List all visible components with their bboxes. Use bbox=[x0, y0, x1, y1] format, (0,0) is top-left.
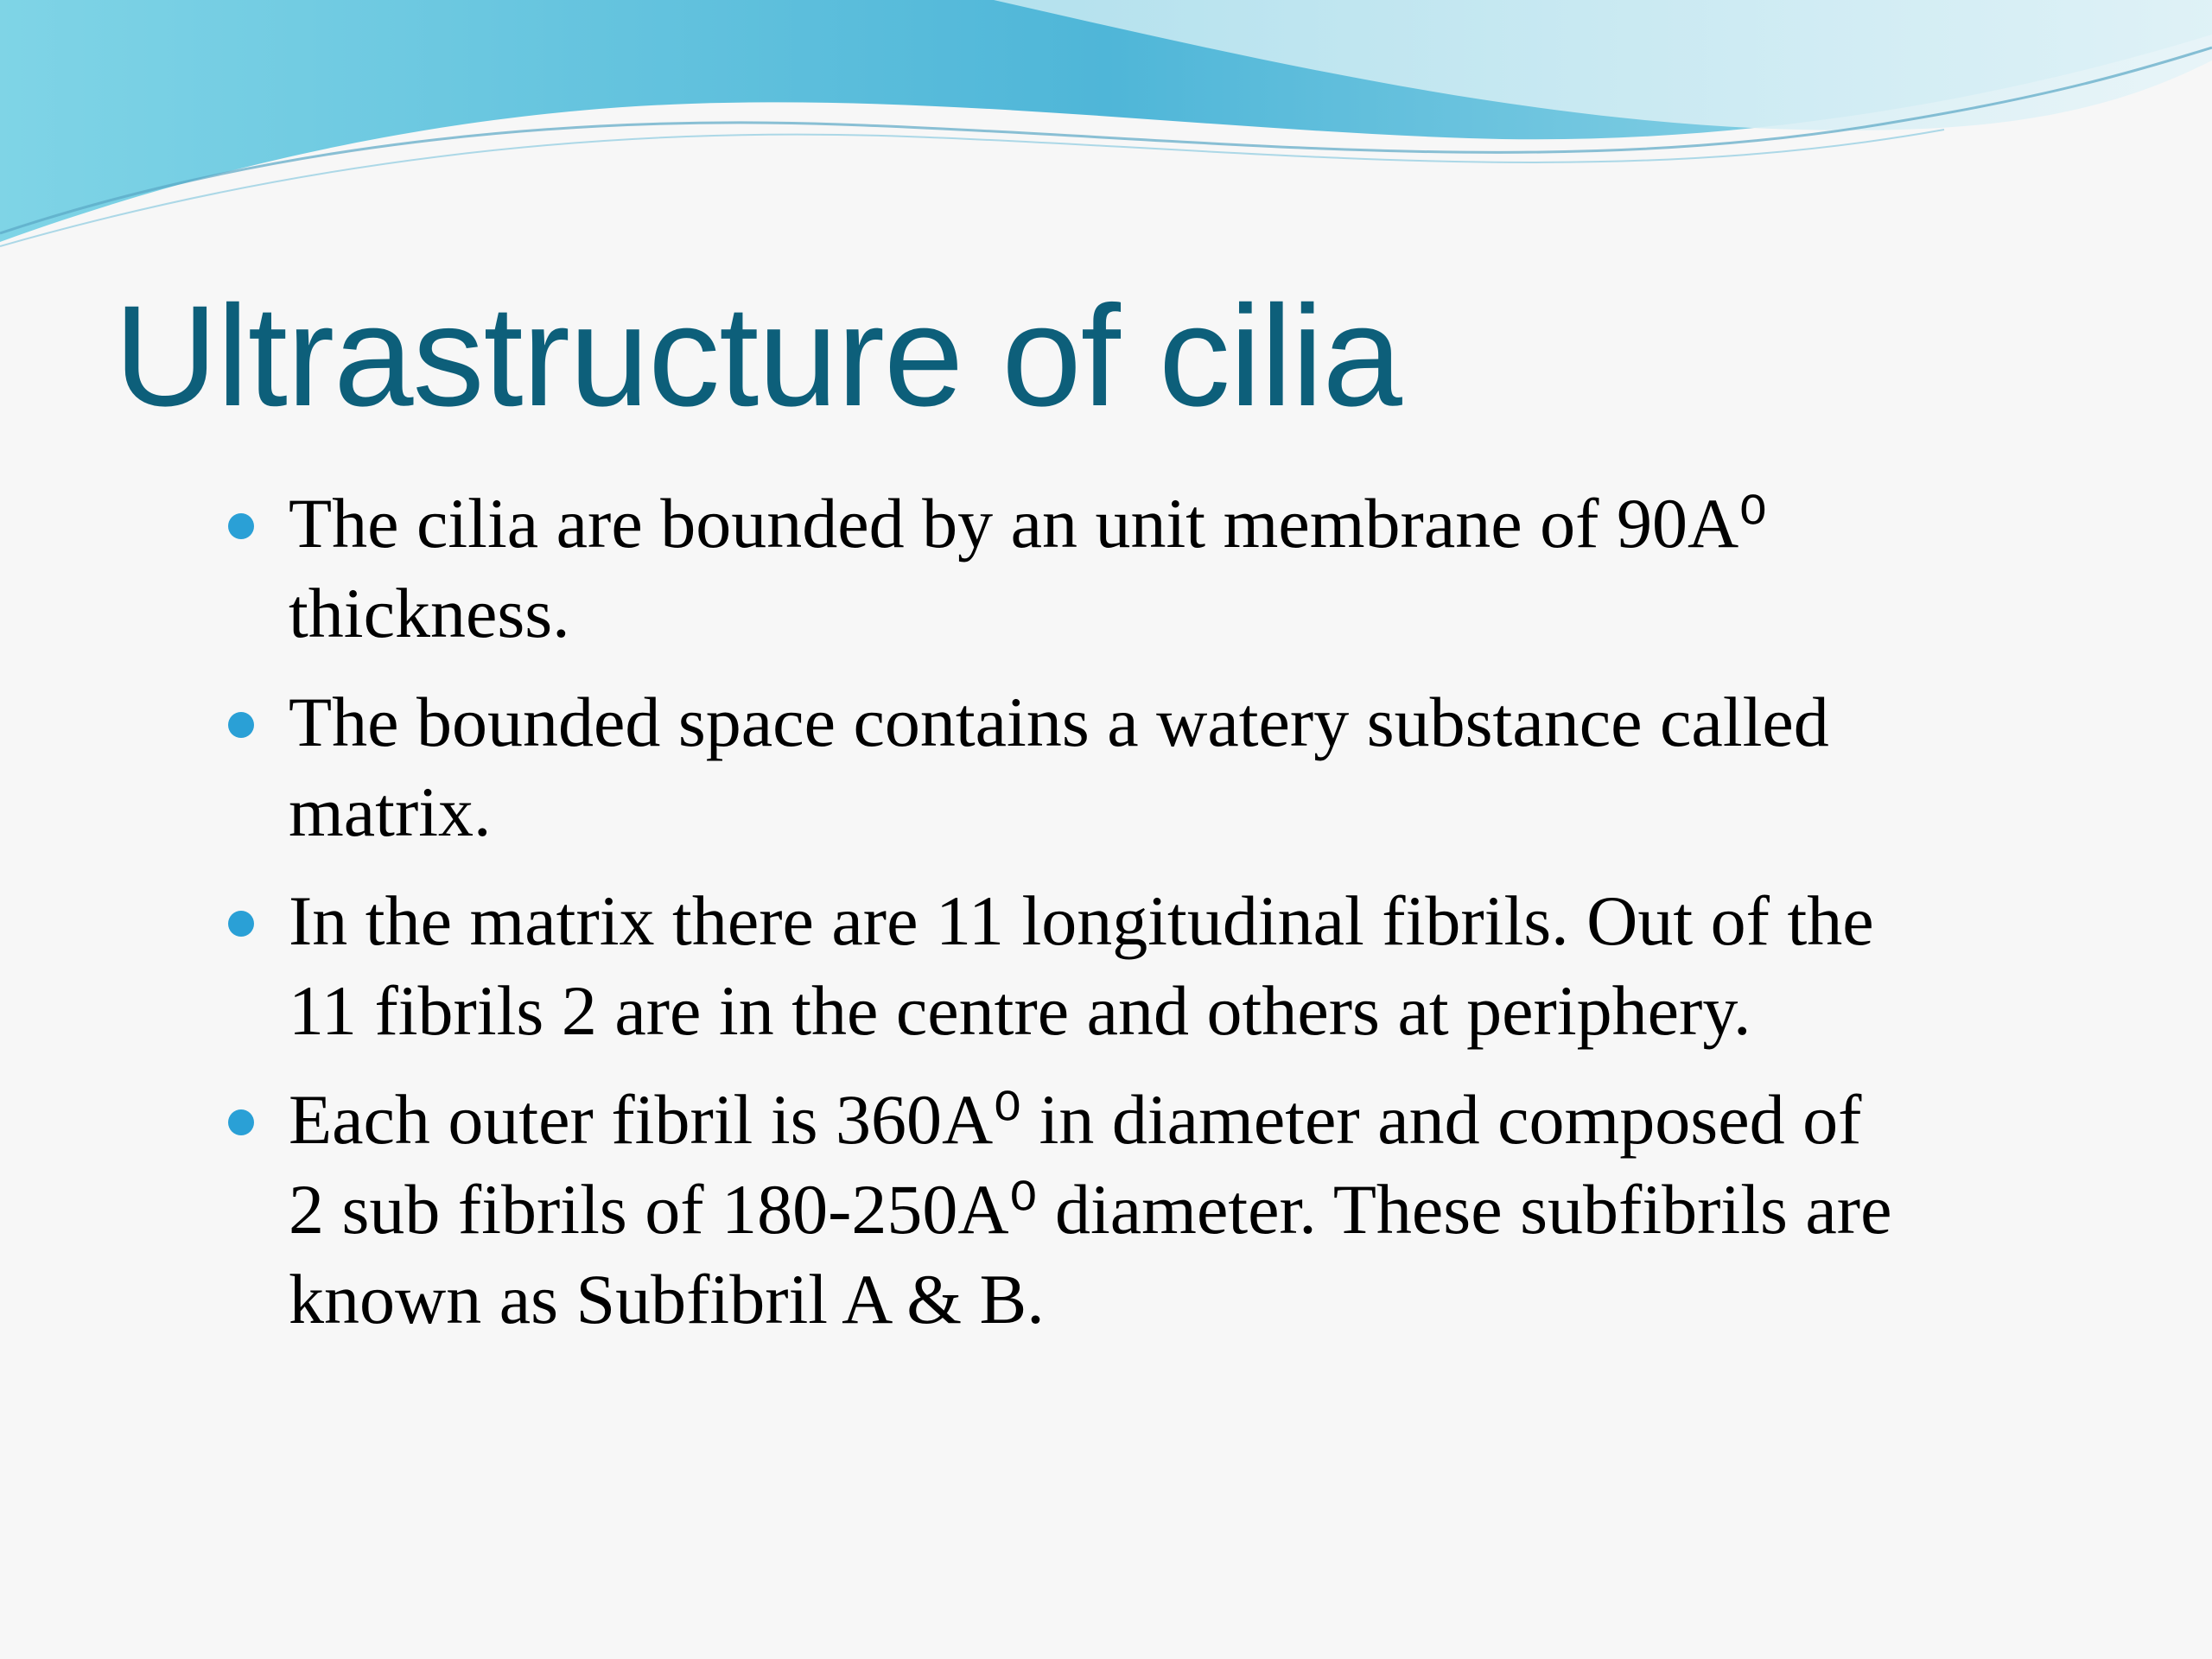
bullet-text-line: The cilia are bounded by an unit membrane of 90A⁰ bbox=[289, 484, 1768, 563]
bullet-text-line: 11 fibrils 2 are in the centre and others at periphery. bbox=[289, 971, 1751, 1050]
bullet-text-line: matrix. bbox=[289, 772, 492, 851]
bullet-dot-icon bbox=[228, 712, 254, 738]
slide-title: Ultrastructure of cilia bbox=[114, 276, 1402, 436]
bullet-text-line: known as Subfibril A & B. bbox=[289, 1260, 1045, 1338]
bullet-dot-icon bbox=[228, 1109, 254, 1135]
bullet-text-line: thickness. bbox=[289, 574, 570, 652]
bullet-dot-icon bbox=[228, 513, 254, 539]
bullet-text-line: 2 sub fibrils of 180-250A⁰ diameter. These subfibrils are bbox=[289, 1170, 1892, 1249]
bullet-text-line: In the matrix there are 11 longitudinal fibrils. Out of the bbox=[289, 881, 1874, 960]
bullet-text-line: Each outer fibril is 360A⁰ in diameter and composed of bbox=[289, 1080, 1862, 1159]
bullet-dot-icon bbox=[228, 911, 254, 937]
bullet-item bbox=[228, 876, 2094, 1056]
bullet-item bbox=[228, 1075, 2094, 1344]
bullet-text-line: The bounded space contains a watery substance called bbox=[289, 683, 1829, 761]
bullet-list bbox=[228, 479, 2094, 1363]
bullet-item bbox=[228, 677, 2094, 857]
header-wave-decoration bbox=[0, 0, 2212, 276]
bullet-item bbox=[228, 479, 2094, 658]
